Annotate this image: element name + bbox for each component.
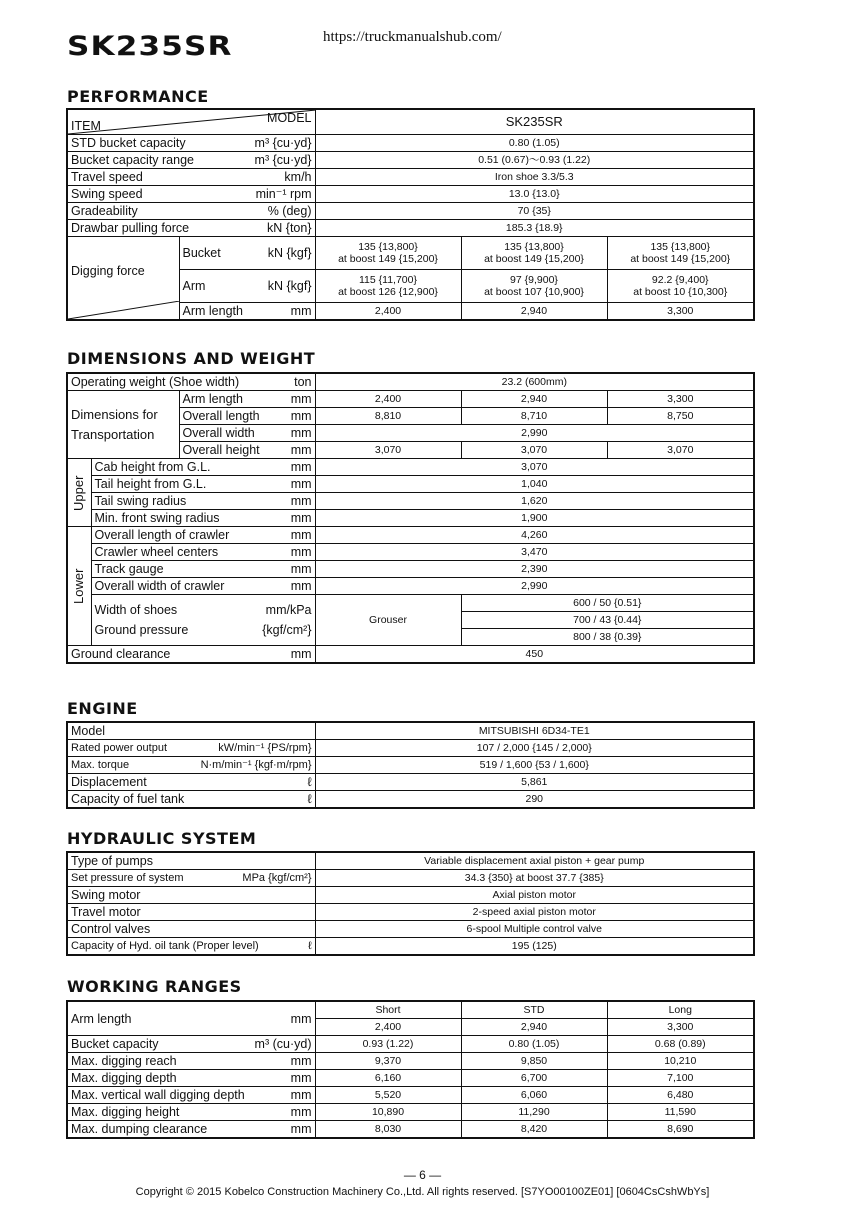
transport-row-label: Overall width [182, 426, 255, 440]
hydraulic-row-value: Axial piston motor [315, 887, 754, 904]
arm-length-std: 2,940 [461, 303, 607, 321]
arm-length-short: 2,400 [315, 303, 461, 321]
range-row-label: Max. digging depth [71, 1071, 177, 1085]
arm-label: Arm [182, 279, 206, 293]
section-title-engine: ENGINE [67, 699, 138, 718]
arm-unit: kN {kgf} [267, 279, 312, 293]
shoe-width-unit: mm/kPa [265, 603, 312, 617]
model-logo: SK235SR [67, 31, 233, 62]
transport-value-short: 8,810 [315, 408, 461, 425]
working-ranges-table [66, 1000, 755, 1139]
range-value-long: 11,590 [607, 1104, 754, 1121]
range-value-short: 5,520 [315, 1087, 461, 1104]
section-title-hydraulic: HYDRAULIC SYSTEM [67, 829, 257, 848]
transport-value: 2,990 [315, 425, 754, 442]
hydraulic-row-label: Travel motor [71, 905, 141, 919]
performance-table [66, 108, 755, 321]
hydraulic-row-unit: ℓ [307, 940, 312, 952]
range-row-label: Max. digging height [71, 1105, 180, 1119]
range-row-label: Bucket capacity [71, 1037, 159, 1051]
transport-row-unit: mm [290, 409, 312, 423]
lower-label: Lower [67, 527, 91, 646]
transport-value-long: 3,300 [607, 391, 754, 408]
engine-row-label: Model [71, 724, 106, 738]
upper-row-value: 1,900 [315, 510, 754, 527]
engine-row-unit: N·m/min⁻¹ {kgf·m/rpm} [200, 759, 312, 771]
range-value-short: 6,160 [315, 1070, 461, 1087]
engine-row-value: MITSUBISHI 6D34-TE1 [315, 722, 754, 740]
upper-row-label: Tail swing radius [94, 494, 187, 508]
bucket-force-short: 135 {13,800} at boost 149 {15,200} [315, 237, 461, 270]
range-row-label: Max. dumping clearance [71, 1122, 208, 1136]
transport-row-label: Arm length [182, 392, 243, 406]
range-row-unit: mm [290, 1105, 312, 1119]
lower-row-label: Overall length of crawler [94, 528, 230, 542]
shoe-option-value: 700 / 43 {0.44} [461, 612, 754, 629]
engine-row-label: Rated power output [71, 742, 168, 754]
hydraulic-row-value: 6-spool Multiple control valve [315, 921, 754, 938]
row-label: STD bucket capacity [71, 136, 186, 150]
range-value-long: 6,480 [607, 1087, 754, 1104]
range-value-std: 11,290 [461, 1104, 607, 1121]
upper-row-unit: mm [290, 477, 312, 491]
row-value: 13.0 {13.0} [315, 186, 754, 203]
arm-force-short: 115 {11,700} at boost 126 {12,900} [315, 270, 461, 303]
arm-length-label: Arm length [182, 304, 243, 318]
ground-clearance-value: 450 [315, 646, 754, 664]
transport-value-short: 3,070 [315, 442, 461, 459]
row-unit: km/h [284, 170, 312, 184]
lower-row-label: Crawler wheel centers [94, 545, 219, 559]
upper-row-value: 3,070 [315, 459, 754, 476]
transport-value-short: 2,400 [315, 391, 461, 408]
hydraulic-row-label: Set pressure of system [71, 872, 184, 884]
upper-label: Upper [67, 459, 91, 527]
range-row-unit: mm [290, 1054, 312, 1068]
range-row-unit: mm [290, 1122, 312, 1136]
row-value: Iron shoe 3.3/5.3 [315, 169, 754, 186]
ground-clearance-unit: mm [290, 647, 312, 661]
engine-row-label: Capacity of fuel tank [71, 792, 185, 806]
transport-value-std: 3,070 [461, 442, 607, 459]
range-value-std: 9,850 [461, 1053, 607, 1070]
hydraulic-row-value: 34.3 {350} at boost 37.7 {385} [315, 870, 754, 887]
hydraulic-row-value: 195 (125) [315, 938, 754, 956]
row-value: 0.51 (0.67)～0.93 (1.22) [315, 152, 754, 169]
engine-table [66, 721, 755, 809]
engine-row-value: 5,861 [315, 774, 754, 791]
range-row-unit: mm [290, 1088, 312, 1102]
row-unit: m³ {cu·yd} [254, 153, 312, 167]
lower-row-label: Overall width of crawler [94, 579, 225, 593]
item-model-header [67, 109, 315, 135]
transport-row-label: Overall length [182, 409, 260, 423]
section-title-performance: PERFORMANCE [67, 87, 209, 106]
lower-row-unit: mm [290, 528, 312, 542]
engine-row-unit: ℓ [307, 775, 312, 789]
range-row-unit: m³ (cu·yd) [254, 1037, 312, 1051]
item-label: ITEM [71, 119, 101, 133]
row-label: Travel speed [71, 170, 143, 184]
bucket-force-std: 135 {13,800} at boost 149 {15,200} [461, 237, 607, 270]
lower-row-label: Track gauge [94, 562, 164, 576]
hydraulic-row-label: Capacity of Hyd. oil tank (Proper level) [71, 940, 259, 952]
upper-row-label: Tail height from G.L. [94, 477, 207, 491]
upper-row-unit: mm [290, 460, 312, 474]
engine-row-value: 519 / 1,600 {53 / 1,600} [315, 757, 754, 774]
transport-row-label: Overall height [182, 443, 260, 457]
range-row-unit: mm [290, 1071, 312, 1085]
transport-value-long: 3,070 [607, 442, 754, 459]
range-value-long: 0.68 (0.89) [607, 1036, 754, 1053]
row-unit: m³ {cu·yd} [254, 136, 312, 150]
hydraulic-table [66, 851, 755, 956]
engine-row-label: Displacement [71, 775, 147, 789]
op-weight-unit: ton [294, 375, 312, 389]
dimensions-table [66, 372, 755, 664]
lower-row-value: 2,390 [315, 561, 754, 578]
row-unit: kN {ton} [267, 221, 312, 235]
hydraulic-row-unit: MPa {kgf/cm²} [242, 872, 312, 884]
range-row-label: Max. digging reach [71, 1054, 177, 1068]
upper-row-unit: mm [290, 511, 312, 525]
row-value: 0.80 (1.05) [315, 135, 754, 152]
shoes-cell [91, 595, 315, 646]
column-head-long: Long [607, 1001, 754, 1019]
upper-row-label: Cab height from G.L. [94, 460, 211, 474]
transport-label: Dimensions for Transportation [67, 391, 179, 459]
model-label: MODEL [267, 111, 312, 125]
copyright-notice: Copyright © 2015 Kobelco Construction Machinery Co.,Ltd. All rights reserved. [S7YO00100ZE01] [0604CsCshWbYs] [135, 1186, 710, 1198]
arm-length-long: 3,300 [607, 1019, 754, 1036]
row-unit: min⁻¹ rpm [255, 187, 312, 201]
arm-length-unit: mm [290, 1011, 312, 1026]
arm-length-label: Arm length [71, 1011, 132, 1026]
row-value: 70 {35} [315, 203, 754, 220]
op-weight-value: 23.2 (600mm) [315, 373, 754, 391]
bucket-unit: kN {kgf} [267, 246, 312, 260]
arm-length-short: 2,400 [315, 1019, 461, 1036]
engine-row-value: 107 / 2,000 {145 / 2,000} [315, 740, 754, 757]
engine-row-unit: ℓ [307, 792, 312, 806]
range-value-std: 8,420 [461, 1121, 607, 1139]
transport-row-unit: mm [290, 426, 312, 440]
range-value-short: 9,370 [315, 1053, 461, 1070]
hydraulic-row-value: Variable displacement axial piston + gear pump [315, 852, 754, 870]
transport-value-std: 8,710 [461, 408, 607, 425]
section-title-dimensions: DIMENSIONS AND WEIGHT [67, 349, 316, 368]
range-row-label: Max. vertical wall digging depth [71, 1088, 245, 1102]
ground-pressure-unit: {kgf/cm²} [262, 623, 312, 637]
lower-row-unit: mm [290, 562, 312, 576]
lower-row-unit: mm [290, 579, 312, 593]
column-head-short: Short [315, 1001, 461, 1019]
lower-row-value: 3,470 [315, 544, 754, 561]
column-head-std: STD [461, 1001, 607, 1019]
section-title-working: WORKING RANGES [67, 977, 242, 996]
arm-force-std: 97 {9,900} at boost 107 {10,900} [461, 270, 607, 303]
engine-row-value: 290 [315, 791, 754, 809]
range-value-std: 0.80 (1.05) [461, 1036, 607, 1053]
range-value-short: 10,890 [315, 1104, 461, 1121]
lower-row-value: 4,260 [315, 527, 754, 544]
digging-force-cell [67, 237, 179, 321]
source-url[interactable]: https://truckmanualshub.com/ [323, 29, 502, 45]
engine-row-unit: kW/min⁻¹ {PS/rpm} [218, 742, 312, 754]
hydraulic-row-label: Swing motor [71, 888, 141, 902]
shoe-option-value: 800 / 38 {0.39} [461, 629, 754, 646]
arm-force-long: 92.2 {9,400} at boost 10 {10,300} [607, 270, 754, 303]
row-label: Gradeability [71, 204, 138, 218]
range-value-std: 6,700 [461, 1070, 607, 1087]
range-value-long: 10,210 [607, 1053, 754, 1070]
page-number: — 6 — [403, 1168, 442, 1182]
shoe-width-label: Width of shoes [94, 603, 178, 617]
row-unit: % (deg) [267, 204, 312, 218]
range-value-long: 8,690 [607, 1121, 754, 1139]
ground-pressure-label: Ground pressure [94, 623, 189, 637]
range-value-std: 6,060 [461, 1087, 607, 1104]
diagonal-divider [68, 301, 179, 319]
row-label: Bucket capacity range [71, 153, 194, 167]
transport-row-unit: mm [290, 392, 312, 406]
transport-value-std: 2,940 [461, 391, 607, 408]
hydraulic-row-value: 2-speed axial piston motor [315, 904, 754, 921]
lower-row-value: 2,990 [315, 578, 754, 595]
upper-row-unit: mm [290, 494, 312, 508]
upper-row-value: 1,040 [315, 476, 754, 493]
lower-row-unit: mm [290, 545, 312, 559]
arm-length-long: 3,300 [607, 303, 754, 321]
model-value: SK235SR [315, 109, 754, 135]
upper-row-value: 1,620 [315, 493, 754, 510]
arm-length-std: 2,940 [461, 1019, 607, 1036]
bucket-force-long: 135 {13,800} at boost 149 {15,200} [607, 237, 754, 270]
transport-value-long: 8,750 [607, 408, 754, 425]
ground-clearance-label: Ground clearance [71, 647, 171, 661]
upper-row-label: Min. front swing radius [94, 511, 220, 525]
row-label: Drawbar pulling force [71, 221, 190, 235]
hydraulic-row-label: Type of pumps [71, 854, 153, 868]
transport-row-unit: mm [290, 443, 312, 457]
bucket-label: Bucket [182, 246, 221, 260]
hydraulic-row-label: Control valves [71, 922, 151, 936]
range-value-long: 7,100 [607, 1070, 754, 1087]
range-value-short: 8,030 [315, 1121, 461, 1139]
engine-row-label: Max. torque [71, 759, 130, 771]
shoe-type: Grouser [315, 595, 461, 646]
range-value-short: 0.93 (1.22) [315, 1036, 461, 1053]
op-weight-label: Operating weight (Shoe width) [71, 375, 240, 389]
row-label: Swing speed [71, 187, 143, 201]
arm-length-unit: mm [290, 304, 312, 318]
row-value: 185.3 {18.9} [315, 220, 754, 237]
digging-force-label: Digging force [71, 264, 145, 278]
shoe-option-value: 600 / 50 {0.51} [461, 595, 754, 612]
